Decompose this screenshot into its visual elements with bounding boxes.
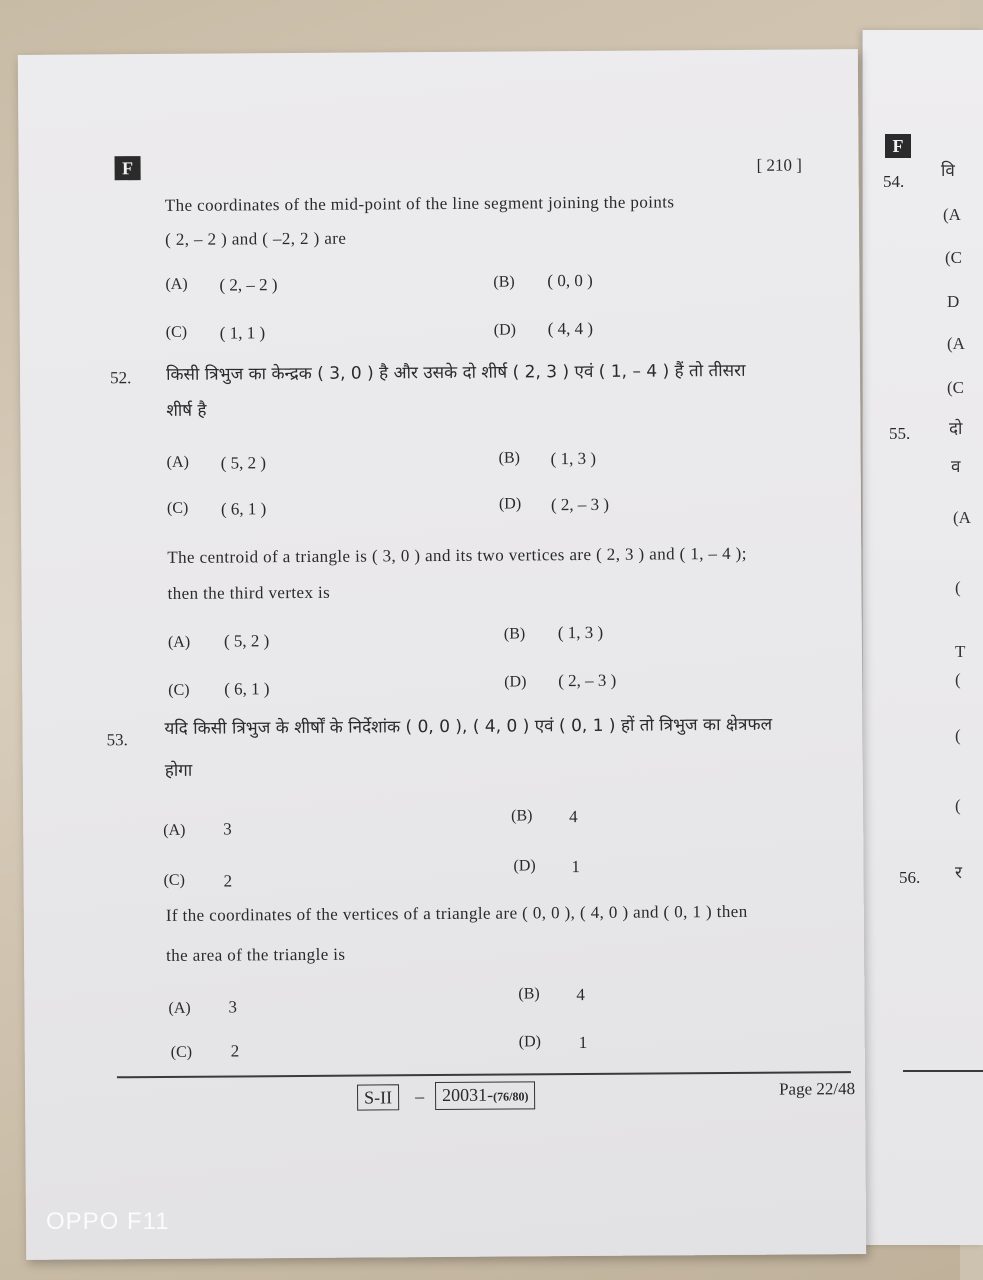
series-code: S-II [357,1084,399,1110]
option-value: 2 [223,871,233,891]
option-label: (C) [168,681,190,699]
option-label: (B) [503,625,526,643]
option-label: (A) [167,633,191,651]
question-text-hindi: यदि किसी त्रिभुज के शीर्षों के निर्देशांक ( 0, 0 ), ( 4, 0 ) एवं ( 0, 1 ) हों तो त्रिभुज का क्षेत्रफल [164,714,773,739]
question-text: then the third vertex is [167,582,331,603]
question-number: 55. [889,424,911,443]
text-fragment: व [951,457,961,476]
option-value: ( 1, 1 ) [219,323,266,343]
text-fragment: ( [955,578,961,597]
option-value: ( 5, 2 ) [223,631,270,651]
option-value: ( 1, 3 ) [557,622,604,643]
text-fragment: वि [941,161,955,180]
option-label: (D) [504,673,527,691]
option-value: 1 [571,857,581,877]
question-text-hindi: किसी त्रिभुज का केन्द्रक ( 3, 0 ) है और उसके दो शीर्ष ( 2, 3 ) एवं ( 1, – 4 ) हैं तो तीसरा [165,360,746,385]
text-fragment: D [947,292,960,311]
adjacent-page [862,30,983,1245]
question-text-hindi: होगा [164,760,193,781]
option-label: (D) [498,495,522,513]
option-value: ( 0, 0 ) [547,270,593,291]
text-fragment: दो [949,419,963,438]
option-value: 4 [576,985,585,1005]
option-value: ( 6, 1 ) [224,679,270,699]
question-number: 52. [109,368,132,388]
paper-code-main: 20031- [442,1084,494,1106]
option-label: (A) [166,453,189,471]
option-value: ( 6, 1 ) [220,499,267,519]
text-fragment: ( [955,670,961,689]
option-value: ( 2, – 2 ) [219,275,278,295]
option-label: (C) [163,871,185,889]
question-number: 56. [899,868,921,887]
question-text-hindi: शीर्ष है [166,400,207,421]
option-label: (A) [165,275,188,293]
question-number: 53. [106,730,128,750]
footer-rule [903,1070,983,1072]
option-label: (C) [165,323,188,341]
option-value: 4 [569,807,578,827]
question-text: the area of the triangle is [166,944,346,965]
question-code: [ 210 ] [756,155,802,175]
text-fragment: (A [953,508,971,527]
option-value: 2 [230,1041,240,1061]
separator-dash: – [415,1086,425,1107]
option-label: (A) [163,821,186,839]
option-label: (A) [168,999,191,1017]
option-value: 1 [578,1032,588,1053]
option-label: (B) [498,449,521,467]
option-value: 3 [223,819,232,839]
option-label: (D) [513,857,536,875]
text-fragment: (C [945,248,962,267]
paper-code [435,1081,536,1110]
option-label: (B) [511,807,533,825]
text-fragment: T [955,642,966,661]
text-fragment: ( [955,726,961,745]
option-value: ( 5, 2 ) [220,453,267,473]
footer-rule [117,1071,851,1078]
option-label: (B) [493,273,515,291]
option-label: (B) [518,985,540,1003]
option-value: ( 4, 4 ) [547,318,594,339]
section-badge: F [115,156,141,180]
text-fragment: ( [955,796,961,815]
question-number: 54. [883,172,905,191]
question-text: ( 2, – 2 ) and ( –2, 2 ) are [165,228,347,249]
option-label: (C) [166,499,189,517]
question-text: The centroid of a triangle is ( 3, 0 ) and its two vertices are ( 2, 3 ) and ( 1, – 4 ); [167,543,747,567]
camera-watermark: OPPO F11 [46,1208,170,1235]
text-fragment: (A [943,205,961,224]
question-text: The coordinates of the mid-point of the line segment joining the points [164,192,675,215]
question-text: If the coordinates of the vertices of a triangle are ( 0, 0 ), ( 4, 0 ) and ( 0, 1 ) then [165,901,748,925]
option-value: ( 1, 3 ) [550,448,597,469]
option-label: (D) [518,1033,541,1051]
option-value: ( 2, – 3 ) [558,670,617,691]
option-value: ( 2, – 3 ) [550,494,610,515]
option-label: (C) [170,1043,193,1061]
paper-code-sub: (76/80) [493,1089,529,1104]
section-badge: F [885,134,911,158]
option-value: 3 [228,997,238,1017]
text-fragment: र [955,863,962,882]
exam-page [18,49,866,1260]
text-fragment: (C [947,378,964,397]
text-fragment: (A [947,334,965,353]
page-number: Page 22/48 [778,1079,856,1099]
option-label: (D) [493,321,517,339]
